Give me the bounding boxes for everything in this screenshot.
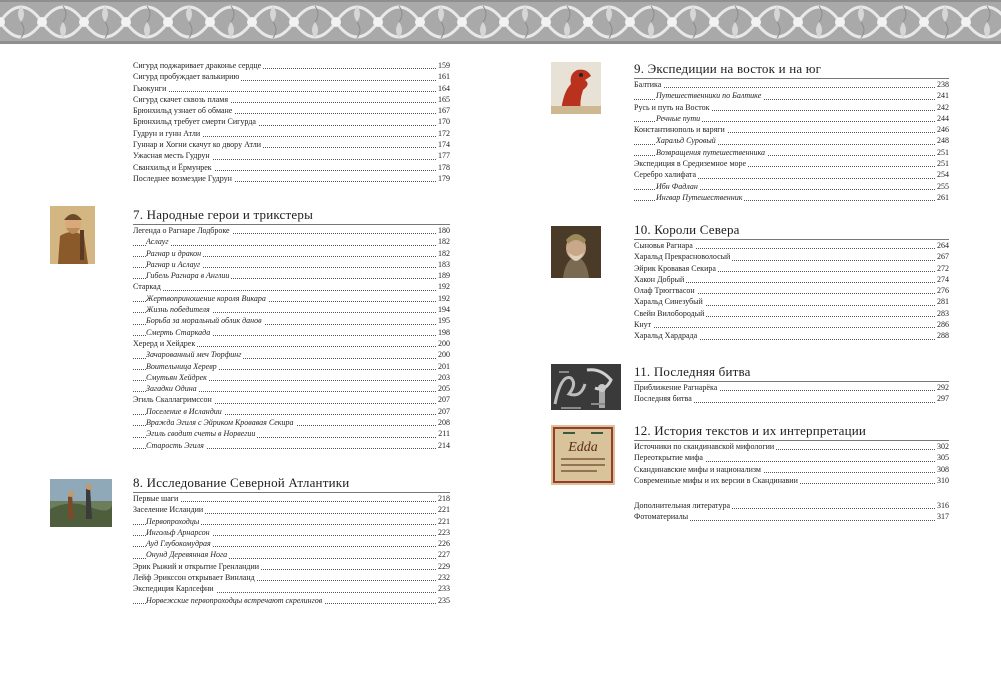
toc-entry-title: Возвращения путешественника: [656, 147, 766, 157]
toc-entry-title: Заселение Исландии: [133, 505, 204, 515]
chapter-8-title: 8. Исследование Северной Атлантики: [133, 475, 350, 490]
toc-entry[interactable]: [133, 538, 450, 549]
toc-entry-title: Серебро халифата: [634, 170, 697, 180]
toc-entry-page: 207: [438, 395, 450, 405]
toc-entry-page: 177: [438, 151, 450, 161]
toc-entry-title: Сванхильд и Ёрмунрек: [133, 162, 212, 172]
toc-entry-title: Первые шаги: [133, 494, 179, 503]
toc-entry-page: 241: [937, 91, 949, 101]
toc-entry[interactable]: [634, 158, 949, 169]
dot-leader: [133, 290, 450, 291]
toc-entry[interactable]: [634, 464, 949, 475]
toc-entry-page: 226: [438, 539, 450, 549]
ornament-pattern-icon: [0, 0, 1001, 44]
toc-entry[interactable]: [634, 113, 949, 124]
toc-entry[interactable]: [634, 452, 949, 463]
toc-entry-title: Экспедиция в Средиземное море: [634, 159, 747, 169]
toc-entry-title: Ужасная месть Гудрун: [133, 151, 210, 161]
toc-entry-title: Херерд и Хейдрек: [133, 338, 196, 348]
toc-entry-page: 283: [937, 308, 949, 318]
toc-entry-page: 288: [937, 331, 949, 341]
svg-text:Edda: Edda: [568, 440, 598, 455]
toc-entry-title: Современные мифы и их версии в Скандинавии: [634, 475, 798, 485]
toc-entry[interactable]: [133, 293, 450, 304]
toc-entry-title: Олаф Трюггвасон: [634, 286, 695, 296]
toc-entry-title: Речные пути: [656, 113, 701, 123]
toc-entry[interactable]: [133, 372, 450, 383]
toc-entry-page: 194: [438, 305, 450, 315]
toc-entry-page: 261: [937, 192, 949, 202]
toc-entry-title: Путешественники по Балтике: [656, 91, 762, 101]
toc-entry-page: 192: [438, 282, 450, 292]
toc-entry-title: Хакон Добрый: [634, 274, 685, 284]
toc-entry-title: Рагнар и дракон: [146, 248, 202, 258]
toc-entry-page: 180: [438, 226, 450, 235]
dot-leader: [634, 87, 949, 88]
toc-entry-title: Борьба за моральный облик данов: [146, 316, 262, 326]
toc-entry-title: Вражда Эгиля с Эйриком Кровавая Секира: [146, 418, 294, 428]
toc-entry[interactable]: [133, 225, 450, 236]
chapter-10-picture: [551, 226, 601, 278]
toc-entry-page: 235: [438, 595, 450, 605]
toc-entry[interactable]: [133, 549, 450, 560]
toc-entry-title: Переоткрытие мифа: [634, 453, 703, 463]
toc-entry[interactable]: [133, 327, 450, 338]
chapter-8-entries: [133, 493, 450, 606]
toc-entry-title: Гьюкунги: [133, 83, 167, 93]
toc-entry-page: 214: [438, 440, 450, 450]
toc-entry[interactable]: [634, 475, 949, 486]
toc-entry-page: 246: [937, 125, 949, 135]
toc-entry[interactable]: [133, 116, 450, 127]
toc-entry-page: 227: [438, 550, 450, 560]
toc-entry-page: 292: [937, 383, 949, 392]
toc-entry-page: 200: [438, 350, 450, 360]
toc-entry-title: Русь и путь на Восток: [634, 102, 710, 112]
toc-entry-title: Старкад: [133, 282, 161, 292]
toc-entry[interactable]: [133, 527, 450, 538]
toc-entry[interactable]: [634, 382, 949, 393]
toc-entry-title: Онунд Деревянная Нога: [146, 550, 228, 560]
ornamental-header-band: [0, 0, 1001, 44]
toc-entry[interactable]: [133, 270, 450, 281]
dot-leader: [133, 91, 450, 92]
toc-entry-page: 167: [438, 106, 450, 116]
toc-entry-page: 172: [438, 128, 450, 138]
dot-leader: [133, 245, 450, 246]
toc-entry-title: Эрик Рыжий и открытие Гренландии: [133, 561, 260, 571]
toc-entry[interactable]: [133, 406, 450, 417]
toc-entry[interactable]: [634, 240, 949, 251]
toc-entry-title: Ауд Глубокомудрая: [146, 539, 211, 549]
toc-entry[interactable]: [133, 516, 450, 527]
chapter-11-entries: [634, 382, 949, 405]
toc-entry-title: Рагнар и Аслауг: [146, 259, 201, 269]
toc-entry[interactable]: [133, 504, 450, 515]
toc-entry-title: Источники по скандинавской мифологии: [634, 442, 775, 451]
toc-entry-page: 242: [937, 102, 949, 112]
toc-entry-title: Эгиль Скаллагримссон: [133, 395, 212, 405]
toc-entry-title: Свейн Вилобородый: [634, 308, 705, 318]
toc-entry-page: 205: [438, 384, 450, 394]
toc-entry-title: Гуннар и Хогни скачут ко двору Атли: [133, 140, 262, 150]
chapter-12-entries: [634, 441, 949, 486]
toc-entry[interactable]: [133, 128, 450, 139]
toc-entry[interactable]: [133, 349, 450, 360]
toc-entry-page: 170: [438, 117, 450, 127]
toc-entry-page: 182: [438, 237, 450, 247]
toc-entry[interactable]: [133, 428, 450, 439]
chapter-11-title: 11. Последняя битва: [634, 364, 751, 379]
toc-entry-page: 208: [438, 418, 450, 428]
toc-entry-page: 281: [937, 297, 949, 307]
toc-entry-page: 267: [937, 252, 949, 262]
toc-entry[interactable]: [634, 296, 949, 307]
toc-entry-title: Харальд Хардрада: [634, 331, 698, 341]
toc-entry[interactable]: [133, 94, 450, 105]
toc-entry-page: 251: [937, 147, 949, 157]
dot-leader: [634, 327, 949, 328]
toc-entry-title: Сигурд пробуждает валькирию: [133, 72, 240, 82]
toc-entry-title: Старость Эгиля: [146, 440, 204, 450]
toc-entry[interactable]: [133, 162, 450, 173]
toc-entry-page: 198: [438, 327, 450, 337]
toc-entry-title: Эйрик Кровавая Секира: [634, 263, 716, 273]
toc-entry-page: 272: [937, 263, 949, 273]
toc-entry-page: 264: [937, 241, 949, 250]
toc-entry-page: 297: [937, 394, 949, 404]
toc-entry-page: 276: [937, 286, 949, 296]
toc-entry-page: 183: [438, 259, 450, 269]
chapter-9-title: 9. Экспедиции на восток и на юг: [634, 61, 822, 76]
toc-entry-page: 233: [438, 584, 450, 594]
toc-entry[interactable]: [133, 150, 450, 161]
toc-entry-title: Последнее возмездие Гудрун: [133, 173, 232, 183]
toc-entry[interactable]: [133, 259, 450, 270]
toc-entry[interactable]: [634, 102, 949, 113]
toc-entry[interactable]: [634, 393, 949, 404]
toc-entry[interactable]: [634, 511, 949, 522]
toc-entry-title: Лейф Эрикссон открывает Винланд: [133, 573, 255, 583]
toc-entry-page: 189: [438, 271, 450, 281]
toc-entry-title: Жертвоприношение короля Викара: [146, 293, 266, 303]
toc-entry-title: Харальд Синезубый: [634, 297, 703, 307]
toc-entry-title: Харальд Прекрасноволосый: [634, 252, 731, 262]
toc-entry[interactable]: [133, 315, 450, 326]
toc-entry-page: 182: [438, 248, 450, 258]
toc-entry[interactable]: [133, 248, 450, 259]
toc-entry[interactable]: [133, 394, 450, 405]
toc-entry-page: 165: [438, 94, 450, 104]
toc-entry-title: Сигурд скачет сквозь пламя: [133, 94, 229, 104]
chapter-7-title: 7. Народные герои и трикстеры: [133, 207, 313, 222]
toc-entry[interactable]: [133, 139, 450, 150]
toc-entry[interactable]: [133, 572, 450, 583]
toc-entry[interactable]: [133, 417, 450, 428]
toc-entry[interactable]: [133, 83, 450, 94]
toc-entry-page: 178: [438, 162, 450, 172]
toc-entry-title: Загадки Одина: [146, 384, 197, 394]
toc-entry-title: Эгиль сводит счеты в Норвегии: [146, 429, 256, 439]
toc-entry-page: 200: [438, 338, 450, 348]
toc-entry-page: 211: [438, 429, 450, 439]
toc-entry[interactable]: [133, 595, 450, 606]
toc-entry-page: 310: [937, 475, 949, 485]
toc-entry-title: Смутьян Хейдрек: [146, 372, 207, 382]
toc-entry-page: 164: [438, 83, 450, 93]
toc-entry-title: Ингольф Арнарсон: [146, 527, 210, 537]
toc-entry[interactable]: [634, 169, 949, 180]
chapter-9-entries: [634, 79, 949, 203]
toc-entry-page: 316: [937, 501, 949, 510]
toc-entry-page: 221: [438, 505, 450, 515]
toc-entry[interactable]: [634, 147, 949, 158]
toc-entry[interactable]: [133, 338, 450, 349]
toc-entry-page: 274: [937, 274, 949, 284]
chapter-10-entries: [634, 240, 949, 342]
toc-entry[interactable]: [634, 263, 949, 274]
toc-entry-title: Ингвар Путешественник: [656, 192, 743, 202]
toc-entry[interactable]: [634, 124, 949, 135]
appendix-entries: [634, 500, 949, 523]
toc-entry-page: 207: [438, 406, 450, 416]
toc-entry-page: 244: [937, 113, 949, 123]
toc-entry-title: Приближение Рагнарёка: [634, 383, 718, 392]
toc-entry[interactable]: [133, 105, 450, 116]
toc-entry-title: Константинополь и варяги: [634, 125, 725, 135]
toc-entry-page: 229: [438, 561, 450, 571]
toc-entry-title: Скандинавские мифы и национализм: [634, 464, 761, 474]
toc-entry-page: 238: [937, 80, 949, 89]
toc-entry[interactable]: [133, 236, 450, 247]
toc-entry[interactable]: [634, 330, 949, 341]
toc-entry[interactable]: [133, 493, 450, 504]
toc-entry-page: 195: [438, 316, 450, 326]
toc-entry[interactable]: [634, 308, 949, 319]
toc-entry[interactable]: [634, 181, 949, 192]
toc-entry-title: Ибн Фадлан: [656, 181, 698, 191]
toc-entry[interactable]: [133, 71, 450, 82]
toc-entry-page: 308: [937, 464, 949, 474]
toc-entry-title: Зачарованный меч Тюрфинг: [146, 350, 242, 360]
toc-entry[interactable]: [133, 281, 450, 292]
chapter-12-picture: [551, 425, 615, 485]
toc-entry[interactable]: [133, 60, 450, 71]
toc-entry-title: Брюнхильд узнает об обмане: [133, 106, 233, 116]
toc-entry-title: Поселение в Исландии: [146, 406, 222, 416]
toc-entry-title: Аслауг: [146, 237, 169, 247]
toc-entry-page: 248: [937, 136, 949, 146]
toc-entry[interactable]: [634, 90, 949, 101]
toc-entry-page: 254: [937, 170, 949, 180]
toc-entry[interactable]: [133, 440, 450, 451]
chapter-11-picture: [551, 364, 621, 410]
chapter-9-picture: [551, 62, 601, 114]
toc-entry[interactable]: [634, 192, 949, 203]
toc-entry-title: Легенда о Рагнаре Лодброке: [133, 226, 230, 235]
toc-entry-title: Сигурд поджаривает драконье сердце: [133, 61, 262, 70]
toc-entry[interactable]: [634, 79, 949, 90]
toc-entry[interactable]: [133, 361, 450, 372]
toc-entry-page: 286: [937, 320, 949, 330]
toc-entry-title: Кнут: [634, 320, 652, 330]
dot-leader: [133, 501, 450, 502]
toc-entry-page: 159: [438, 61, 450, 70]
toc-entry-title: Первопроходцы: [146, 516, 200, 526]
chapter-10-title: 10. Короли Севера: [634, 222, 740, 237]
chapter-7-entries: [133, 225, 450, 451]
toc-entry-page: 201: [438, 361, 450, 371]
toc-entry-title: Воительница Херевр: [146, 361, 217, 371]
toc-entry[interactable]: [634, 500, 949, 511]
toc-entry-page: 203: [438, 372, 450, 382]
toc-entry-page: 218: [438, 494, 450, 503]
toc-entry-page: 317: [937, 512, 949, 522]
toc-entry-title: Норвежские первопроходцы встречают скрелингов: [146, 595, 323, 605]
toc-entry-page: 174: [438, 140, 450, 150]
toc-entry-page: 161: [438, 72, 450, 82]
toc-entry[interactable]: [634, 441, 949, 452]
toc-entry-title: Последняя битва: [634, 394, 692, 404]
toc-entry[interactable]: [634, 285, 949, 296]
toc-entry-title: Гудрун и гунн Атли: [133, 128, 201, 138]
toc-entry-title: Брюнхильд требует смерти Сигурда: [133, 117, 256, 127]
chapter-8-picture: [50, 479, 112, 527]
toc-entry-page: 221: [438, 516, 450, 526]
toc-entry-page: 305: [937, 453, 949, 463]
toc-entry-title: Жизнь победителя: [146, 305, 210, 315]
toc-entry[interactable]: [133, 383, 450, 394]
toc-entry-page: 302: [937, 442, 949, 451]
toc-entry-page: 192: [438, 293, 450, 303]
toc-entry-title: Смерть Старкада: [146, 327, 211, 337]
toc-entry[interactable]: [634, 135, 949, 146]
toc-entry[interactable]: [133, 561, 450, 572]
toc-entry-title: Дополнительная литература: [634, 501, 730, 510]
toc-entry-title: Экспедиция Карлсефни: [133, 584, 214, 594]
toc-entry-page: 223: [438, 527, 450, 537]
left-top-entries: [133, 60, 450, 184]
toc-entry[interactable]: [133, 583, 450, 594]
toc-entry[interactable]: [133, 173, 450, 184]
toc-entry[interactable]: [634, 274, 949, 285]
toc-entry-title: Сыновья Рагнара: [634, 241, 693, 250]
chapter-12-title: 12. История текстов и их интерпретации: [634, 423, 867, 438]
toc-entry[interactable]: [634, 319, 949, 330]
toc-entry-title: Фотоматериалы: [634, 512, 689, 522]
toc-entry-page: 251: [937, 159, 949, 169]
toc-entry-title: Гибель Рагнара в Англии: [146, 271, 230, 281]
toc-entry[interactable]: [133, 304, 450, 315]
toc-entry-page: 232: [438, 573, 450, 583]
toc-entry-title: Балтика: [634, 80, 662, 89]
chapter-7-picture: [50, 206, 95, 264]
toc-entry-page: 179: [438, 173, 450, 183]
toc-entry-title: Харальд Суровый: [656, 136, 716, 146]
toc-entry[interactable]: [634, 251, 949, 262]
toc-entry-page: 255: [937, 181, 949, 191]
